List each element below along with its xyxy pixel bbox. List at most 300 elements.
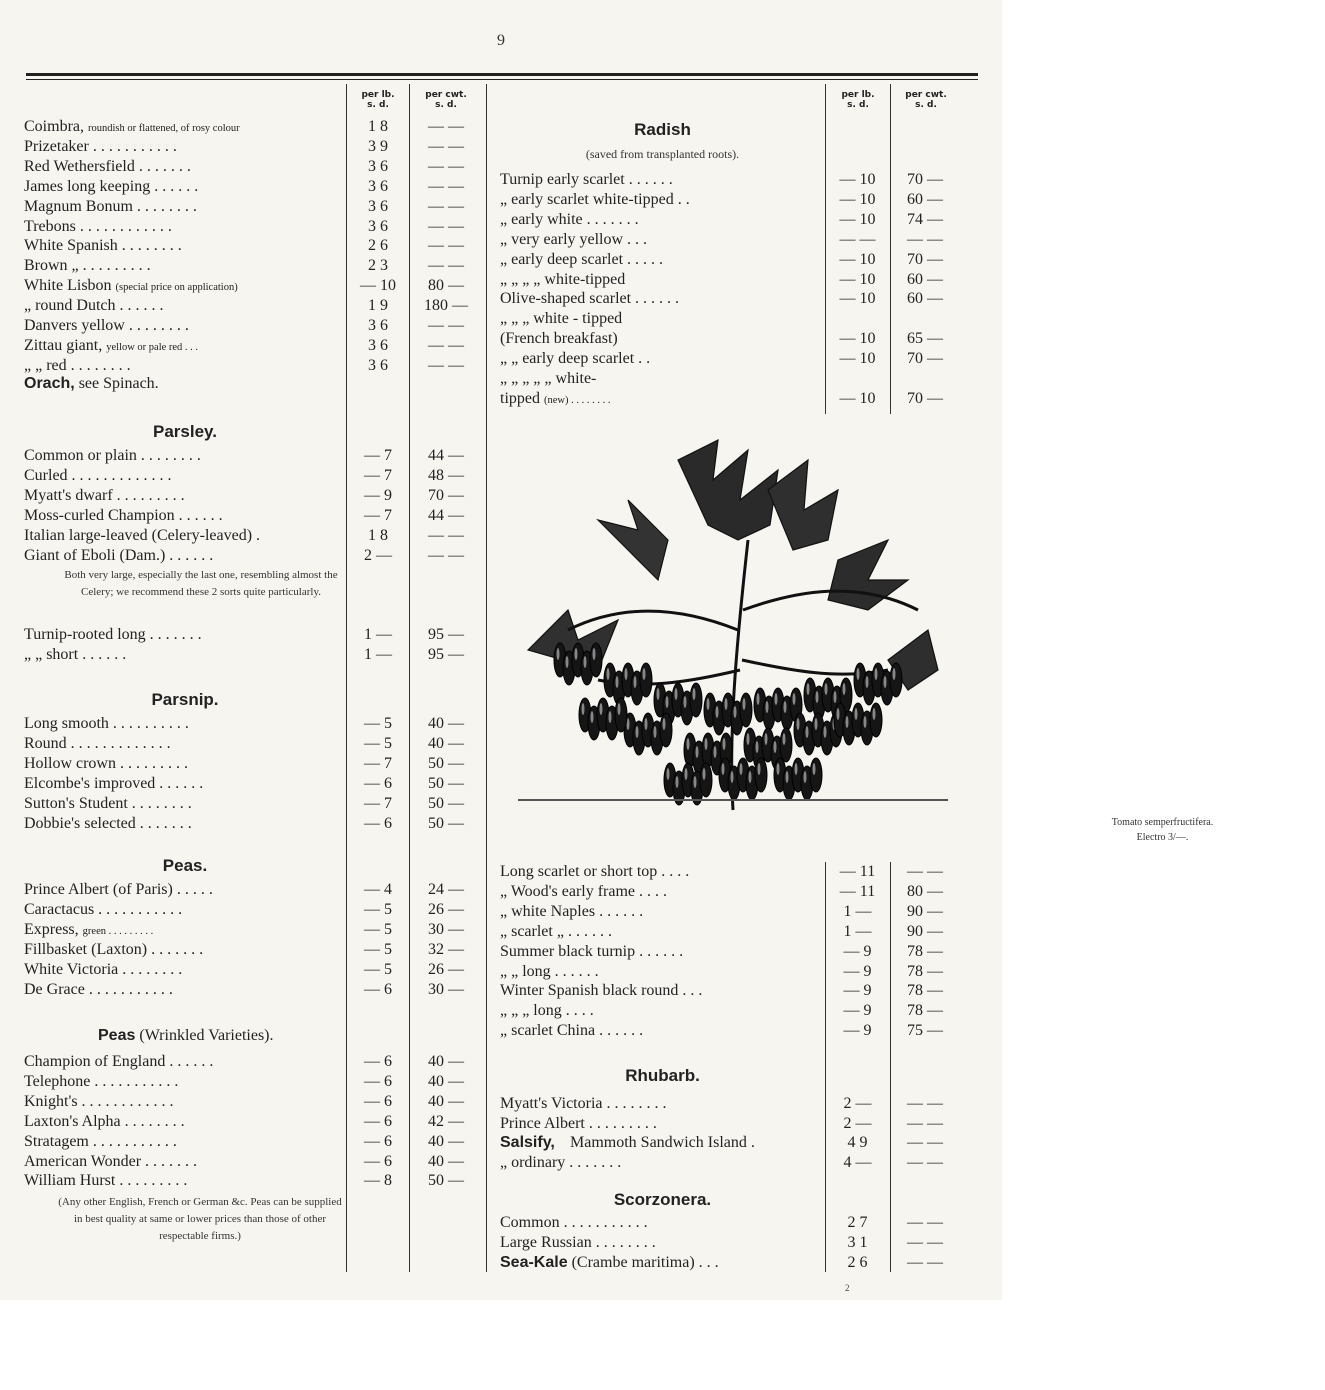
radish-heading: Radish bbox=[634, 120, 691, 139]
illustration-price: Electro 3/—. bbox=[1136, 832, 1189, 843]
price-per-cwt: 40 — bbox=[428, 734, 464, 752]
price-per-lb: — 5 bbox=[364, 960, 392, 978]
fruit-highlight bbox=[793, 693, 796, 705]
price-per-cwt: 80 — bbox=[428, 277, 464, 295]
price-per-lb: 2 — bbox=[843, 1095, 872, 1112]
fruit-highlight bbox=[675, 688, 678, 700]
fruit-highlight bbox=[645, 718, 648, 730]
fruit-highlight bbox=[843, 683, 846, 695]
item-name: Mammoth Sandwich Island . bbox=[570, 1134, 755, 1151]
item-name: Knight's . . . . . . . . . . . . bbox=[24, 1092, 174, 1110]
price-per-cwt: 70 — bbox=[428, 486, 464, 504]
fruit bbox=[590, 643, 602, 677]
price-per-lb: — 9 bbox=[364, 486, 392, 504]
price-per-cwt: 78 — bbox=[907, 982, 943, 1000]
price-row bbox=[500, 289, 960, 309]
price-row bbox=[500, 170, 960, 190]
price-row bbox=[24, 1171, 482, 1191]
radish-subtitle: (saved from transplanted roots). bbox=[585, 147, 740, 161]
price-per-lb: — 6 bbox=[364, 1072, 392, 1090]
price-per-lb: — 5 bbox=[364, 920, 392, 938]
price-per-lb: — 10 bbox=[839, 290, 876, 308]
price-per-cwt: — — bbox=[428, 356, 464, 374]
item-name: Hollow crown . . . . . . . . . bbox=[24, 754, 188, 772]
fruit-highlight bbox=[765, 733, 768, 745]
price-per-lb: — 7 bbox=[364, 794, 392, 812]
price-row bbox=[24, 625, 482, 645]
fruit bbox=[690, 683, 702, 717]
price-per-lb: — 7 bbox=[364, 466, 392, 484]
fruit-highlight bbox=[693, 688, 696, 700]
fruit-highlight bbox=[740, 763, 743, 775]
item-name: „ Wood's early frame . . . . bbox=[500, 882, 668, 900]
price-row bbox=[24, 466, 482, 486]
price-per-lb: 3 6 bbox=[368, 217, 388, 235]
price-per-cwt: 30 — bbox=[428, 980, 464, 998]
price-row bbox=[24, 940, 482, 960]
price-per-cwt: 40 — bbox=[428, 1132, 464, 1150]
item-name: Trebons . . . . . . . . . . . . bbox=[24, 217, 172, 235]
price-row bbox=[500, 962, 960, 982]
price-per-lb: 2 3 bbox=[368, 257, 388, 275]
price-per-lb: — 9 bbox=[843, 942, 872, 960]
item-note: (new) . . . . . . . . bbox=[544, 394, 611, 406]
top-rule-thin bbox=[26, 79, 978, 80]
fruit-highlight bbox=[725, 698, 728, 710]
fruit bbox=[755, 758, 767, 792]
fruit-highlight bbox=[694, 776, 697, 788]
price-per-cwt: — — bbox=[907, 1214, 943, 1231]
price-per-lb: 1 8 bbox=[368, 118, 388, 135]
item-name: Winter Spanish black round . . . bbox=[500, 982, 703, 1000]
fruit-highlight bbox=[756, 741, 759, 753]
price-per-cwt: — — bbox=[428, 237, 464, 255]
item-name: Stratagem . . . . . . . . . . . bbox=[24, 1132, 177, 1150]
price-per-lb: — 7 bbox=[364, 506, 392, 524]
price-per-lb: 3 1 bbox=[847, 1233, 868, 1251]
price-per-cwt: 78 — bbox=[907, 942, 943, 960]
price-row bbox=[24, 714, 482, 734]
price-per-lb: 4 9 bbox=[847, 1134, 868, 1151]
item-name: „ early white . . . . . . . bbox=[500, 210, 639, 228]
item-note: (special price on application) bbox=[115, 282, 238, 294]
price-per-cwt: — — bbox=[428, 257, 464, 275]
item-name: „ „ „ „ white-tipped bbox=[500, 270, 626, 288]
fruit-highlight bbox=[857, 668, 860, 680]
price-per-lb: — 6 bbox=[364, 980, 392, 998]
price-per-cwt: 24 — bbox=[428, 881, 464, 898]
item-name: „ ordinary . . . . . . . bbox=[500, 1153, 622, 1171]
fruit-highlight bbox=[625, 668, 628, 680]
item-name: Magnum Bonum . . . . . . . . bbox=[24, 197, 197, 215]
price-per-lb: — 5 bbox=[364, 940, 392, 958]
item-name: „ scarlet „ . . . . . . bbox=[500, 922, 612, 940]
fruit-highlight bbox=[813, 763, 816, 775]
price-per-lb: — 4 bbox=[364, 881, 392, 898]
price-per-cwt: 95 — bbox=[428, 626, 464, 643]
item-name: Brown „ . . . . . . . . . bbox=[24, 257, 151, 275]
price-row bbox=[24, 734, 482, 754]
price-per-lb: — 7 bbox=[364, 447, 392, 464]
fruit-highlight bbox=[783, 733, 786, 745]
price-per-lb: 1 — bbox=[843, 902, 872, 920]
price-per-lb: — 7 bbox=[364, 754, 392, 772]
illustration-caption: Tomato semperfructifera. bbox=[1111, 817, 1214, 828]
price-per-cwt: 26 — bbox=[428, 900, 464, 918]
price-per-lb: 3 9 bbox=[368, 137, 388, 155]
fruit-highlight bbox=[643, 668, 646, 680]
price-per-cwt: 60 — bbox=[907, 190, 943, 208]
item-name: Curled . . . . . . . . . . . . . bbox=[24, 466, 172, 484]
fruit-highlight bbox=[743, 698, 746, 710]
item-name: Caractacus . . . . . . . . . . . bbox=[24, 900, 183, 918]
price-row bbox=[500, 1213, 960, 1233]
price-row bbox=[500, 329, 960, 349]
price-per-lb: 3 6 bbox=[368, 356, 388, 374]
item-name: Telephone . . . . . . . . . . . bbox=[24, 1072, 179, 1090]
rhubarb-heading: Rhubarb. bbox=[625, 1066, 700, 1085]
price-row bbox=[500, 922, 960, 942]
price-row bbox=[24, 1152, 482, 1172]
fruit bbox=[890, 663, 902, 697]
left-header-per-lb: per lb. s. d. bbox=[361, 90, 395, 110]
price-per-cwt: — — bbox=[428, 177, 464, 195]
price-row bbox=[24, 920, 482, 940]
price-row bbox=[24, 197, 482, 217]
price-per-cwt: 50 — bbox=[428, 794, 464, 812]
bottom-margin bbox=[0, 1300, 1002, 1390]
price-per-cwt: 50 — bbox=[428, 754, 464, 772]
item-name: „ „ „ white - tipped bbox=[500, 310, 623, 328]
price-row bbox=[500, 230, 960, 250]
fruit-highlight bbox=[584, 656, 587, 668]
price-per-cwt: — — bbox=[428, 118, 464, 135]
price-row bbox=[500, 309, 960, 329]
item-name: Elcombe's improved . . . . . . bbox=[24, 774, 204, 792]
fruit-highlight bbox=[734, 706, 737, 718]
price-per-lb: — 5 bbox=[364, 900, 392, 918]
parsley-heading: Parsley. bbox=[153, 422, 217, 441]
price-row bbox=[500, 369, 960, 389]
price-per-cwt: — — bbox=[428, 546, 464, 564]
fruit-highlight bbox=[714, 746, 717, 758]
price-per-lb: — 10 bbox=[839, 389, 876, 407]
price-per-lb: — 9 bbox=[843, 1022, 872, 1040]
price-per-cwt: — — bbox=[428, 526, 464, 544]
price-row bbox=[24, 814, 482, 834]
price-row bbox=[24, 754, 482, 774]
price-row bbox=[500, 349, 960, 369]
item-name: „ round Dutch . . . . . . bbox=[24, 297, 164, 315]
price-per-cwt: 180 — bbox=[424, 297, 468, 315]
fruit bbox=[640, 663, 652, 697]
item-name: Coimbra, roundish or flattened, of rosy colour bbox=[24, 118, 240, 135]
center-divider bbox=[486, 84, 487, 1272]
price-row bbox=[500, 862, 960, 882]
price-per-lb: 1 8 bbox=[368, 526, 388, 544]
peas-wrinkled-heading: Peas (Wrinkled Varieties). bbox=[98, 1027, 274, 1044]
fruit-highlight bbox=[591, 711, 594, 723]
item-name: „ „ „ long . . . . bbox=[500, 1002, 594, 1020]
price-per-lb: — 10 bbox=[839, 270, 876, 288]
price-per-lb: 2 6 bbox=[368, 237, 388, 255]
fruit-highlight bbox=[707, 698, 710, 710]
price-row bbox=[500, 1133, 960, 1153]
item-name: Turnip early scarlet . . . . . . bbox=[500, 171, 673, 188]
price-per-cwt: 50 — bbox=[428, 1172, 464, 1190]
price-row bbox=[24, 316, 482, 336]
price-per-cwt: 90 — bbox=[907, 922, 943, 940]
price-per-cwt: 40 — bbox=[428, 1092, 464, 1110]
fruit-highlight bbox=[616, 676, 619, 688]
price-row bbox=[24, 336, 482, 356]
price-per-lb: 3 6 bbox=[368, 197, 388, 215]
price-per-cwt: — — bbox=[907, 230, 943, 248]
fruit-highlight bbox=[775, 693, 778, 705]
item-name: tipped (new) . . . . . . . . bbox=[500, 389, 611, 407]
price-row bbox=[500, 1001, 960, 1021]
price-per-lb: — 10 bbox=[839, 190, 876, 208]
price-per-lb: — 11 bbox=[839, 882, 876, 900]
item-name: Zittau giant, yellow or pale red . . . bbox=[24, 336, 199, 354]
item-name: Long scarlet or short top . . . . bbox=[500, 863, 690, 880]
price-per-cwt: 70 — bbox=[907, 171, 943, 188]
price-per-lb: 2 7 bbox=[847, 1214, 868, 1231]
fruit-highlight bbox=[687, 738, 690, 750]
item-name: Round . . . . . . . . . . . . . bbox=[24, 734, 171, 752]
item-name: White Lisbon (special price on application) bbox=[24, 277, 238, 295]
price-per-cwt: 50 — bbox=[428, 774, 464, 792]
fruit-highlight bbox=[758, 763, 761, 775]
price-row bbox=[24, 356, 482, 376]
fruit-highlight bbox=[685, 768, 688, 780]
price-per-cwt: — — bbox=[428, 157, 464, 175]
fruit-highlight bbox=[676, 776, 679, 788]
item-note: green . . . . . . . . . bbox=[82, 925, 154, 937]
price-row bbox=[500, 190, 960, 210]
fruit bbox=[615, 698, 627, 732]
item-name: Prince Albert (of Paris) . . . . . bbox=[24, 881, 213, 898]
fruit-highlight bbox=[582, 703, 585, 715]
price-per-lb: 3 6 bbox=[368, 336, 388, 354]
price-per-lb: 2 — bbox=[364, 546, 392, 564]
price-row bbox=[24, 960, 482, 980]
price-row bbox=[24, 1132, 482, 1152]
price-per-lb: — 8 bbox=[364, 1172, 392, 1190]
price-per-cwt: — — bbox=[428, 317, 464, 334]
item-name: Summer black turnip . . . . . . bbox=[500, 942, 684, 960]
price-row bbox=[500, 1021, 960, 1041]
price-per-cwt: 40 — bbox=[428, 715, 464, 732]
item-name: Myatt's dwarf . . . . . . . . . bbox=[24, 486, 185, 504]
fruit-highlight bbox=[636, 726, 639, 738]
fruit-highlight bbox=[747, 733, 750, 745]
fruit-highlight bbox=[705, 738, 708, 750]
price-per-lb: — — bbox=[839, 230, 876, 248]
price-per-cwt: 90 — bbox=[907, 902, 943, 920]
price-per-lb: — 10 bbox=[839, 210, 876, 228]
price-row bbox=[500, 250, 960, 270]
price-row bbox=[24, 546, 482, 566]
price-row bbox=[500, 1114, 960, 1134]
item-name: Giant of Eboli (Dam.) . . . . . . bbox=[24, 546, 214, 564]
fruit-highlight bbox=[855, 708, 858, 720]
page-number: 9 bbox=[497, 32, 505, 49]
fruit-highlight bbox=[566, 656, 569, 668]
price-per-cwt: 44 — bbox=[428, 506, 464, 524]
price-per-cwt: 78 — bbox=[907, 962, 943, 980]
fruit-highlight bbox=[884, 676, 887, 688]
fruit-highlight bbox=[696, 746, 699, 758]
fruit bbox=[740, 693, 752, 727]
price-per-lb: — 10 bbox=[839, 171, 876, 188]
price-per-cwt: 95 — bbox=[428, 645, 464, 663]
item-name: „ early scarlet white-tipped . . bbox=[500, 190, 690, 208]
price-per-cwt: 48 — bbox=[428, 466, 464, 484]
price-row bbox=[24, 236, 482, 256]
item-name: (French breakfast) bbox=[500, 330, 618, 348]
top-rule bbox=[26, 73, 978, 76]
price-per-cwt: 40 — bbox=[428, 1072, 464, 1090]
price-per-lb: — 6 bbox=[364, 1112, 392, 1130]
price-row bbox=[500, 1233, 960, 1253]
price-row bbox=[500, 902, 960, 922]
price-row bbox=[24, 296, 482, 316]
price-per-lb: 3 6 bbox=[368, 157, 388, 175]
item-note: yellow or pale red . . . bbox=[106, 341, 199, 353]
item-name: James long keeping . . . . . . bbox=[24, 177, 199, 195]
price-per-lb: — 10 bbox=[839, 250, 876, 268]
scorzonera-heading: Scorzonera. bbox=[613, 1190, 712, 1209]
salsify-label: Salsify, bbox=[500, 1134, 555, 1151]
item-name: Dobbie's selected . . . . . . . bbox=[24, 814, 192, 832]
price-per-cwt: — — bbox=[907, 1114, 943, 1132]
fruit-highlight bbox=[834, 691, 837, 703]
parsley-note: Both very large, especially the last one, resembling almost the Celery; we recommend these 2 sorts quite particularly. bbox=[64, 569, 338, 598]
price-row bbox=[500, 270, 960, 290]
price-row bbox=[24, 446, 482, 466]
price-row bbox=[24, 486, 482, 506]
fruit-highlight bbox=[557, 648, 560, 660]
price-per-lb: 2 — bbox=[843, 1114, 872, 1132]
price-row bbox=[24, 256, 482, 276]
price-per-lb: 4 — bbox=[843, 1153, 872, 1171]
price-per-lb: — 10 bbox=[360, 277, 396, 295]
price-row bbox=[24, 217, 482, 237]
item-name: Long smooth . . . . . . . . . . bbox=[24, 715, 189, 732]
item-name: „ scarlet China . . . . . . bbox=[500, 1022, 644, 1040]
price-per-lb: — 9 bbox=[843, 962, 872, 980]
fruit-highlight bbox=[875, 668, 878, 680]
right-header-per-cwt: per cwt. s. d. bbox=[905, 90, 947, 110]
fruit-highlight bbox=[807, 683, 810, 695]
price-per-lb: 1 — bbox=[364, 645, 392, 663]
price-per-cwt: — — bbox=[428, 137, 464, 155]
fruit-highlight bbox=[723, 738, 726, 750]
item-name: Prizetaker . . . . . . . . . . . bbox=[24, 137, 177, 155]
fruit bbox=[660, 713, 672, 747]
price-row bbox=[500, 882, 960, 902]
fruit-highlight bbox=[731, 771, 734, 783]
item-name: Danvers yellow . . . . . . . . bbox=[24, 317, 189, 334]
price-row bbox=[24, 880, 482, 900]
price-row bbox=[24, 980, 482, 1000]
item-name: Champion of England . . . . . . bbox=[24, 1053, 214, 1070]
price-row bbox=[24, 774, 482, 794]
price-row bbox=[24, 177, 482, 197]
fruit-highlight bbox=[784, 701, 787, 713]
price-per-lb: — 10 bbox=[839, 350, 876, 368]
item-name: Italian large-leaved (Celery-leaved) . bbox=[24, 526, 261, 544]
price-row bbox=[24, 526, 482, 546]
item-name: „ white Naples . . . . . . bbox=[500, 902, 644, 920]
fruit-highlight bbox=[667, 768, 670, 780]
item-name: Olive-shaped scarlet . . . . . . bbox=[500, 290, 680, 308]
price-per-lb: 1 — bbox=[364, 626, 392, 643]
price-per-cwt: 70 — bbox=[907, 250, 943, 268]
item-name: Prince Albert . . . . . . . . . bbox=[500, 1114, 657, 1132]
fruit-highlight bbox=[837, 708, 840, 720]
fruit-highlight bbox=[575, 648, 578, 660]
fruit-highlight bbox=[864, 716, 867, 728]
price-row bbox=[24, 117, 482, 137]
price-row bbox=[24, 645, 482, 665]
price-row bbox=[24, 794, 482, 814]
item-name: Sutton's Student . . . . . . . . bbox=[24, 794, 192, 812]
fruit bbox=[870, 703, 882, 737]
price-row bbox=[24, 1112, 482, 1132]
parsnip-heading: Parsnip. bbox=[151, 690, 219, 709]
item-name: Express, green . . . . . . . . . bbox=[24, 920, 154, 938]
fruit-highlight bbox=[749, 771, 752, 783]
price-per-cwt: 40 — bbox=[428, 1152, 464, 1170]
price-per-cwt: 30 — bbox=[428, 920, 464, 938]
item-name: Large Russian . . . . . . . . bbox=[500, 1233, 656, 1251]
fruit-highlight bbox=[684, 696, 687, 708]
price-per-cwt: — — bbox=[907, 1095, 943, 1112]
fruit-highlight bbox=[663, 718, 666, 730]
fruit-highlight bbox=[609, 711, 612, 723]
item-name: „ „ short . . . . . . bbox=[24, 645, 127, 663]
price-per-cwt: 50 — bbox=[428, 814, 464, 832]
price-per-cwt: — — bbox=[428, 197, 464, 215]
fruit-highlight bbox=[777, 763, 780, 775]
fruit-highlight bbox=[866, 676, 869, 688]
item-name: „ early deep scarlet . . . . . bbox=[500, 250, 664, 268]
price-per-lb: — 6 bbox=[364, 774, 392, 792]
seakale-entry: Sea-Kale (Crambe maritima) . . . 2 6 — — bbox=[500, 1254, 943, 1271]
fruit-highlight bbox=[795, 763, 798, 775]
fruit-highlight bbox=[893, 668, 896, 680]
price-per-cwt: — — bbox=[428, 217, 464, 235]
price-per-cwt: — — bbox=[428, 336, 464, 354]
item-name: „ very early yellow . . . bbox=[500, 230, 648, 248]
tomato-illustration bbox=[508, 430, 958, 815]
fruit-highlight bbox=[825, 683, 828, 695]
item-name: White Spanish . . . . . . . . bbox=[24, 237, 182, 255]
item-name: Common . . . . . . . . . . . bbox=[500, 1214, 648, 1231]
price-per-cwt: 42 — bbox=[428, 1112, 464, 1130]
price-per-cwt: 60 — bbox=[907, 290, 943, 308]
item-name: Common or plain . . . . . . . . bbox=[24, 447, 201, 464]
price-row bbox=[500, 210, 960, 230]
price-per-cwt: 40 — bbox=[428, 1053, 464, 1070]
price-per-lb: 3 6 bbox=[368, 317, 388, 334]
price-row bbox=[500, 942, 960, 962]
price-row bbox=[24, 1052, 482, 1072]
fruit-highlight bbox=[618, 703, 621, 715]
fruit-highlight bbox=[666, 696, 669, 708]
